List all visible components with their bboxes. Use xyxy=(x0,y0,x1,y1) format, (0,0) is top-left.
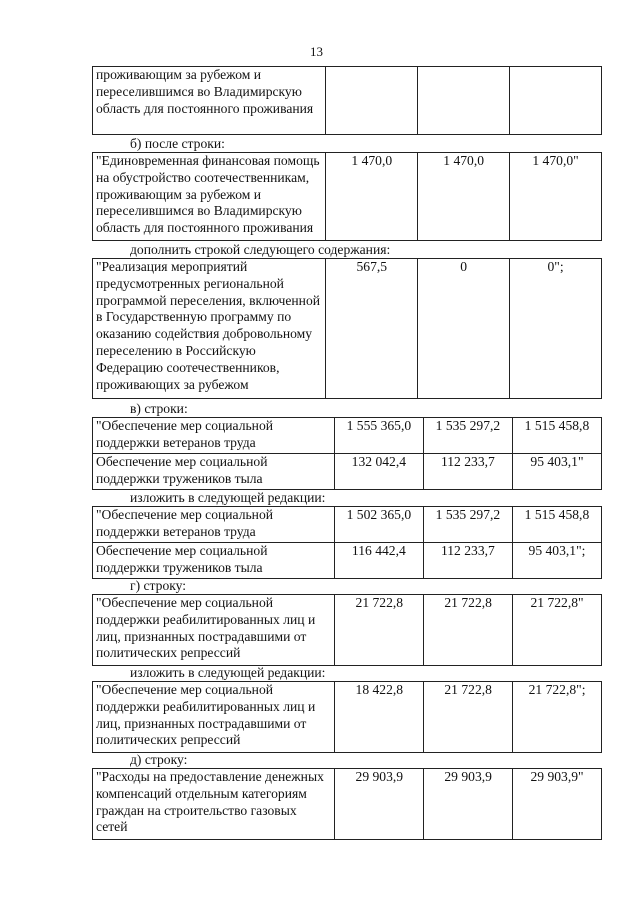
value-col-3: 1 515 458,8 xyxy=(512,507,601,543)
budget-table-revision-v xyxy=(92,506,602,579)
row-name: "Реализация мероприятий предусмотренных региональной программой переселения, включенной в Государственную программу по оказанию содействия добровольному переселению в Российскую Федерацию соотечественников, проживающих за рубежом xyxy=(93,259,326,399)
row-name: "Единовременная финансовая помощь на обустройство соотечественникам, проживающим за рубежом и переселившимся во Владимирскую область для постоянного проживания xyxy=(93,153,326,241)
table-row xyxy=(93,769,602,840)
section-caption-d: д) строку: xyxy=(130,752,188,767)
value-col-1 xyxy=(326,67,418,135)
value-col-3 xyxy=(510,67,602,135)
budget-table-add xyxy=(92,258,602,399)
table-row xyxy=(93,67,602,135)
row-name: "Расходы на предоставление денежных компенсаций отдельным категориям граждан на строительство газовых сетей xyxy=(93,769,335,840)
row-name: "Обеспечение мер социальной поддержки реабилитированных лиц и лиц, признанных пострадавшими от политических репрессий xyxy=(93,595,335,666)
row-name: "Обеспечение мер социальной поддержки ветеранов труда xyxy=(93,507,335,543)
value-col-3: 1 470,0" xyxy=(510,153,602,241)
value-col-1: 132 042,4 xyxy=(334,454,423,490)
budget-table-v xyxy=(92,417,602,490)
value-col-3: 21 722,8" xyxy=(513,595,602,666)
value-col-2: 21 722,8 xyxy=(424,682,513,753)
table-row xyxy=(93,543,602,579)
value-col-2: 0 xyxy=(418,259,510,399)
section-caption-add: дополнить строкой следующего содержания: xyxy=(130,242,391,257)
section-caption-revision-g: изложить в следующей редакции: xyxy=(130,665,326,680)
value-col-3: 21 722,8"; xyxy=(513,682,602,753)
row-name: "Обеспечение мер социальной поддержки ветеранов труда xyxy=(93,418,335,454)
budget-table-b xyxy=(92,152,602,241)
row-name: Обеспечение мер социальной поддержки тружеников тыла xyxy=(93,454,335,490)
value-col-3: 1 515 458,8 xyxy=(512,418,601,454)
value-col-2 xyxy=(418,67,510,135)
budget-table-d xyxy=(92,768,602,840)
table-row xyxy=(93,507,602,543)
value-col-2: 112 233,7 xyxy=(423,454,512,490)
row-name: проживающим за рубежом и переселившимся во Владимирскую область для постоянного проживания xyxy=(93,67,326,135)
value-col-1: 18 422,8 xyxy=(335,682,424,753)
value-col-1: 116 442,4 xyxy=(334,543,423,579)
row-name: Обеспечение мер социальной поддержки тружеников тыла xyxy=(93,543,335,579)
value-col-1: 29 903,9 xyxy=(335,769,424,840)
value-col-3: 0"; xyxy=(510,259,602,399)
value-col-2: 21 722,8 xyxy=(424,595,513,666)
table-row xyxy=(93,153,602,241)
budget-table-g xyxy=(92,594,602,666)
value-col-1: 21 722,8 xyxy=(335,595,424,666)
value-col-2: 1 535 297,2 xyxy=(423,418,512,454)
table-row xyxy=(93,454,602,490)
value-col-3: 29 903,9" xyxy=(513,769,602,840)
table-row xyxy=(93,682,602,753)
section-caption-b: б) после строки: xyxy=(130,136,225,151)
table-row xyxy=(93,259,602,399)
value-col-1: 1 555 365,0 xyxy=(334,418,423,454)
table-row xyxy=(93,595,602,666)
budget-table-revision-g xyxy=(92,681,602,753)
value-col-1: 1 470,0 xyxy=(326,153,418,241)
value-col-2: 112 233,7 xyxy=(423,543,512,579)
section-caption-g: г) строку: xyxy=(130,578,187,593)
row-name: "Обеспечение мер социальной поддержки реабилитированных лиц и лиц, признанных пострадавшими от политических репрессий xyxy=(93,682,335,753)
section-caption-v: в) строки: xyxy=(130,401,188,416)
value-col-1: 567,5 xyxy=(326,259,418,399)
value-col-2: 1 470,0 xyxy=(418,153,510,241)
value-col-3: 95 403,1" xyxy=(512,454,601,490)
table-row xyxy=(93,418,602,454)
page-number: 13 xyxy=(310,44,323,59)
budget-table-continuation xyxy=(92,66,602,135)
value-col-3: 95 403,1"; xyxy=(512,543,601,579)
value-col-2: 29 903,9 xyxy=(424,769,513,840)
value-col-2: 1 535 297,2 xyxy=(423,507,512,543)
section-caption-revision-v: изложить в следующей редакции: xyxy=(130,490,326,505)
value-col-1: 1 502 365,0 xyxy=(334,507,423,543)
